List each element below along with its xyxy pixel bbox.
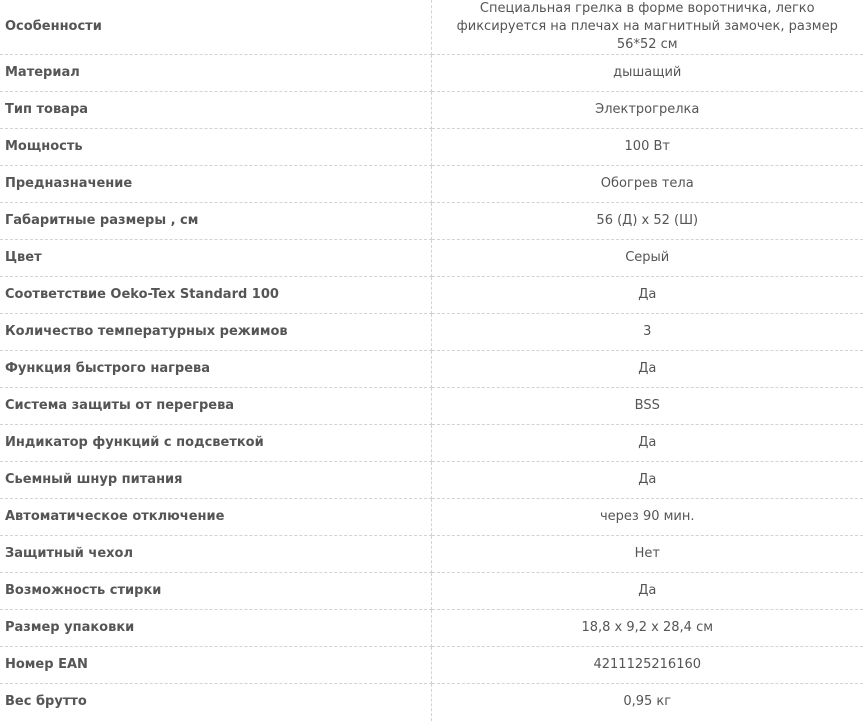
spec-name: Автоматическое отключение (0, 499, 431, 536)
spec-name: Особенности (0, 0, 431, 55)
spec-name: Сьемный шнур питания (0, 462, 431, 499)
table-row (0, 92, 863, 129)
spec-name: Вес брутто (0, 684, 431, 721)
table-row (0, 536, 863, 573)
table-row (0, 166, 863, 203)
spec-value: через 90 мин. (431, 499, 863, 536)
table-row (0, 240, 863, 277)
spec-value: Да (431, 277, 863, 314)
spec-value: 3 (431, 314, 863, 351)
table-row (0, 314, 863, 351)
spec-value: Серый (431, 240, 863, 277)
spec-value: BSS (431, 388, 863, 425)
table-row (0, 55, 863, 92)
spec-value: дышащий (431, 55, 863, 92)
spec-name: Тип товара (0, 92, 431, 129)
spec-name: Цвет (0, 240, 431, 277)
table-row (0, 277, 863, 314)
table-row (0, 499, 863, 536)
spec-value: 56 (Д) x 52 (Ш) (431, 203, 863, 240)
spec-name: Материал (0, 55, 431, 92)
spec-value: Электрогрелка (431, 92, 863, 129)
spec-name: Индикатор функций с подсветкой (0, 425, 431, 462)
table-row (0, 388, 863, 425)
table-row (0, 573, 863, 610)
table-row (0, 462, 863, 499)
spec-name: Размер упаковки (0, 610, 431, 647)
spec-name: Номер EAN (0, 647, 431, 684)
spec-name: Система защиты от перегрева (0, 388, 431, 425)
spec-name: Габаритные размеры , см (0, 203, 431, 240)
spec-value: Нет (431, 536, 863, 573)
spec-value: Да (431, 425, 863, 462)
spec-name: Мощность (0, 129, 431, 166)
spec-value: Специальная грелка в форме воротничка, легко фиксируется на плечах на магнитный замочек, размер 56*52 см (431, 0, 863, 55)
spec-name: Предназначение (0, 166, 431, 203)
spec-name: Функция быстрого нагрева (0, 351, 431, 388)
table-row (0, 351, 863, 388)
spec-value: Обогрев тела (431, 166, 863, 203)
table-row (0, 129, 863, 166)
table-row (0, 0, 863, 55)
table-row (0, 203, 863, 240)
table-row (0, 647, 863, 684)
table-row (0, 425, 863, 462)
spec-value: 0,95 кг (623, 694, 672, 710)
spec-name: Возможность стирки (0, 573, 431, 610)
table-row (0, 610, 863, 647)
spec-value: 100 Вт (431, 129, 863, 166)
spec-value: Да (431, 462, 863, 499)
spec-name: Защитный чехол (0, 536, 431, 573)
spec-value: 4211125216160 (431, 647, 863, 684)
spec-name: Количество температурных режимов (0, 314, 431, 351)
spec-value: 18,8 x 9,2 x 28,4 см (431, 610, 863, 647)
spec-value: Да (431, 573, 863, 610)
spec-name: Соответствие Oeko-Tex Standard 100 (0, 277, 431, 314)
spec-value: Да (431, 351, 863, 388)
